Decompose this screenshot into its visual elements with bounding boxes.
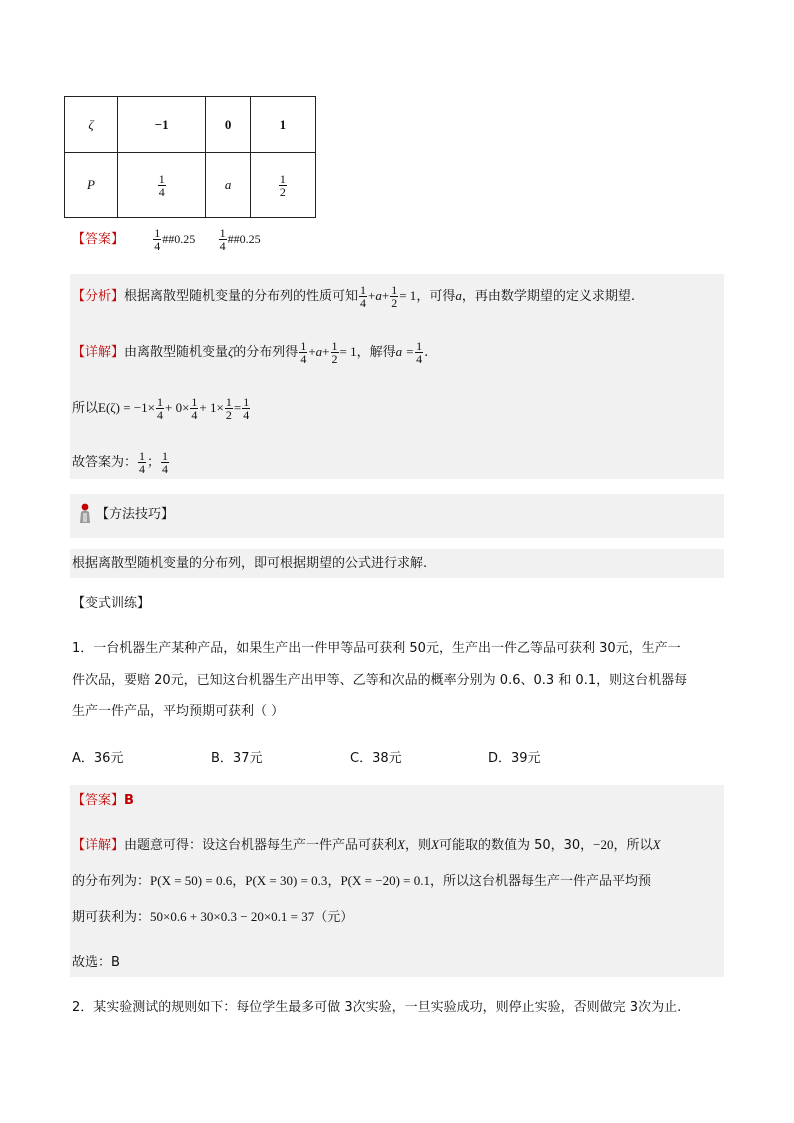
choice-line: 故选：B [72, 955, 120, 970]
option-d: D．39元 [488, 751, 541, 766]
option-b: B．37元 [211, 751, 263, 766]
method-text: 根据离散型随机变量的分布列，即可根据期望的公式进行求解. [72, 556, 428, 571]
question-2: 2．某实验测试的规则如下：每位学生最多可做 3次实验，一旦实验成功，则停止实验，否则做完 3次为止. [72, 1000, 682, 1015]
expectation-line: 所以E(ζ) = −1× $\frac{1}{4}$ + 0× $\frac{1}{4}$ + 1× $\frac{1}{2}$ = $\frac{1}{4}$ [72, 395, 250, 422]
table-label-p: P [65, 153, 118, 218]
method-title: 【方法技巧】 [96, 507, 175, 522]
option-a: A．36元 [72, 751, 124, 766]
table-header-minus1: −1 [118, 97, 206, 153]
distribution-table [64, 96, 316, 218]
table-row [65, 97, 316, 153]
question-1-line-3: 生产一件产品，平均预期可获利（ ） [72, 704, 285, 719]
table-cell-quarter: $\frac{1}{4}$ [118, 153, 206, 218]
detail-line-1: 【详解】由离散型随机变量ζ的分布列得 $\frac{1}{4}$ +a+ $\frac{1}{2}$ = 1，解得a = $\frac{1}{4}$ . [72, 339, 429, 366]
table-row [65, 153, 316, 218]
table-header-1: 1 [250, 97, 315, 153]
table-cell-a: a [206, 153, 250, 218]
detail-2-line-2: 的分布列为：P(X = 50) = 0.6，P(X = 30) = 0.3，P(X = −20) = 0.1，所以这台机器每生产一件产品平均预 [72, 873, 651, 889]
answer-tag: 【答案】 [72, 232, 125, 247]
analysis-line: 【分析】根据离散型随机变量的分布列的性质可知 $\frac{1}{4}$ +a+ $\frac{1}{2}$ = 1，可得a，再由数学期望的定义求期望. [72, 283, 635, 310]
answer-block-1: 【答案】 $\frac{1}{4}$ ##0.25 $\frac{1}{4}$ ##0.25 [72, 226, 261, 253]
question-1-line-1: 1．一台机器生产某种产品，如果生产出一件甲等品可获利 50元，生产出一件乙等品可获利 30元，生产一 [72, 641, 681, 656]
variant-title: 【变式训练】 [72, 596, 151, 611]
table-cell-half: $\frac{1}{2}$ [250, 153, 315, 218]
answer-is-line: 故答案为： $\frac{1}{4}$ ； $\frac{1}{4}$ [72, 449, 169, 476]
detail-2-line-3: 期可获利为：50×0.6 + 30×0.3 − 20×0.1 = 37（元） [72, 909, 354, 925]
option-c: C．38元 [350, 751, 402, 766]
answer-fraction-1: $\frac{1}{4}$ [154, 226, 161, 253]
table-header-zeta: ζ [65, 97, 118, 153]
question-1-line-2: 件次品，要赔 20元，已知这台机器生产出甲等、乙等和次品的概率分别为 0.6、0.3 和 0.1，则这台机器每 [72, 673, 688, 688]
answer-fraction-2: $\frac{1}{4}$ [219, 226, 226, 253]
answer-line-2: 【答案】B [72, 793, 134, 808]
table-header-0: 0 [206, 97, 250, 153]
tip-figure-icon [78, 503, 92, 525]
detail-2-line-1: 【详解】由题意可得：设这台机器每生产一件产品可获利X，则X可能取的数值为 50，30，−20，所以X [72, 837, 661, 853]
